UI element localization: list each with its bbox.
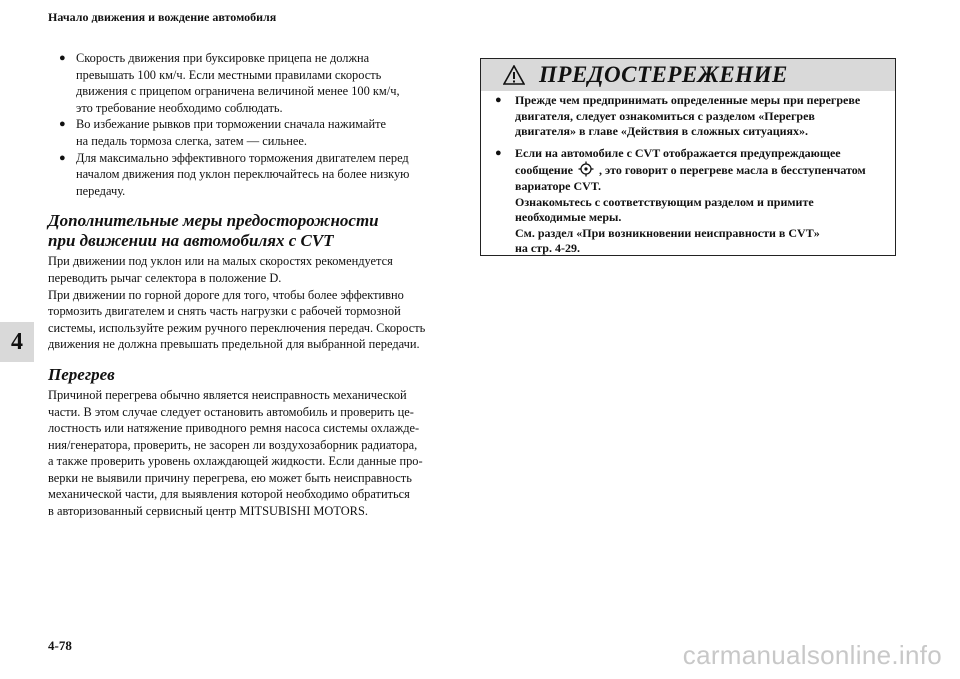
warning-line: См. раздел «При возникновении неисправности в CVT» — [515, 225, 820, 240]
body-line: движения не должна превышать предельной для выбранной передачи. — [48, 337, 420, 352]
section-title-overheat: Перегрев — [48, 364, 115, 384]
warning-item — [493, 146, 881, 257]
warning-triangle-icon — [503, 65, 525, 85]
section-title-line: при движении на автомобилях с CVT — [48, 231, 334, 251]
bullet-line: Для максимально эффективного торможения двигателем перед — [76, 150, 409, 165]
body-line: системы, используйте режим ручного переключения передач. Скорость — [48, 320, 426, 335]
bullet-dot-icon: ● — [495, 146, 502, 159]
warning-header — [481, 59, 895, 91]
section-title-line: Дополнительные меры предосторожности — [48, 211, 379, 231]
bullet-line: превышать 100 км/ч. Если местными правилами скорость — [76, 67, 382, 82]
body-line: механической части, для выявления которой необходимо обратиться — [48, 487, 410, 502]
cvt-overheat-icon — [578, 161, 594, 177]
warning-line: на стр. 4-29. — [515, 241, 580, 256]
body-line: переводить рычаг селектора в положение D. — [48, 270, 282, 285]
bullet-line: Во избежание рывков при торможении сначала нажимайте — [76, 117, 387, 132]
body-line: тормозить двигателем и снять часть нагрузки с рабочей тормозной — [48, 304, 401, 319]
running-header: Начало движения и вождение автомобиля — [48, 10, 277, 24]
bullet-dot-icon: ● — [59, 151, 66, 164]
bullet-item — [48, 150, 460, 200]
section-body-cvt — [48, 253, 460, 353]
warning-item — [493, 93, 881, 140]
body-line: а также проверить уровень охлаждающей жидкости. Если данные про- — [48, 454, 423, 469]
bullet-line: передачу. — [76, 183, 126, 198]
warning-box — [480, 58, 896, 256]
bullet-line: движения с прицепом ограничена величиной менее 100 км/ч, — [76, 84, 400, 99]
warning-title: ПРЕДОСТЕРЕЖЕНИЕ — [539, 62, 788, 87]
warning-line: двигателя, следует ознакомиться с разделом «Перегрев — [515, 108, 815, 123]
section-body-overheat — [48, 387, 460, 520]
warning-body — [481, 91, 895, 257]
bullet-dot-icon: ● — [59, 52, 66, 64]
bullet-line: это требование необходимо соблюдать. — [76, 100, 283, 115]
warning-line: Ознакомьтесь с соответствующим разделом и примите — [515, 194, 814, 209]
bullet-line: началом движения под уклон переключайтесь на более низкую — [76, 167, 410, 182]
warning-line: Прежде чем предпринимать определенные меры при перегреве — [515, 93, 861, 107]
body-line: ния/генератора, проверить, не засорен ли воздухозаборник радиатора, — [48, 437, 418, 452]
body-line: в авторизованный сервисный центр MITSUBISHI MOTORS. — [48, 504, 368, 519]
body-line: При движении под уклон или на малых скоростях рекомендуется — [48, 254, 393, 269]
body-line: Причиной перегрева обычно является неисправность механической — [48, 387, 407, 402]
watermark: carmanualsonline.info — [682, 640, 942, 670]
page-number: 4-78 — [48, 638, 72, 653]
body-line: верки не выявили причину перегрева, ею может быть неисправность — [48, 470, 412, 485]
warning-line: двигателя» в главе «Действия в сложных ситуациях». — [515, 124, 809, 139]
warning-line — [515, 161, 881, 179]
warning-text: сообщение — [515, 163, 573, 178]
warning-line: необходимые меры. — [515, 210, 622, 225]
warning-line: вариаторе CVT. — [515, 178, 601, 193]
body-line: При движении по горной дороге для того, чтобы более эффективно — [48, 287, 404, 302]
warning-line: Если на автомобиле с CVT отображается предупреждающее — [515, 145, 841, 160]
bullet-item — [48, 116, 460, 149]
body-line: части. В этом случае следует остановить автомобиль и проверить це- — [48, 404, 414, 419]
body-line: лостность или натяжение приводного ремня насоса системы охлажде- — [48, 421, 420, 436]
bullet-line: Скорость движения при буксировке прицепа не должна — [76, 51, 370, 65]
bullet-item — [48, 50, 460, 116]
warning-text: , это говорит о перегреве масла в бесступенчатом — [598, 163, 866, 178]
left-column — [48, 50, 460, 520]
chapter-tab: 4 — [0, 322, 34, 362]
bullet-dot-icon: ● — [495, 94, 502, 106]
section-title-cvt — [48, 211, 460, 251]
bullet-line: на педаль тормоза слегка, затем — сильнее. — [76, 133, 307, 148]
bullet-dot-icon: ● — [59, 118, 66, 131]
